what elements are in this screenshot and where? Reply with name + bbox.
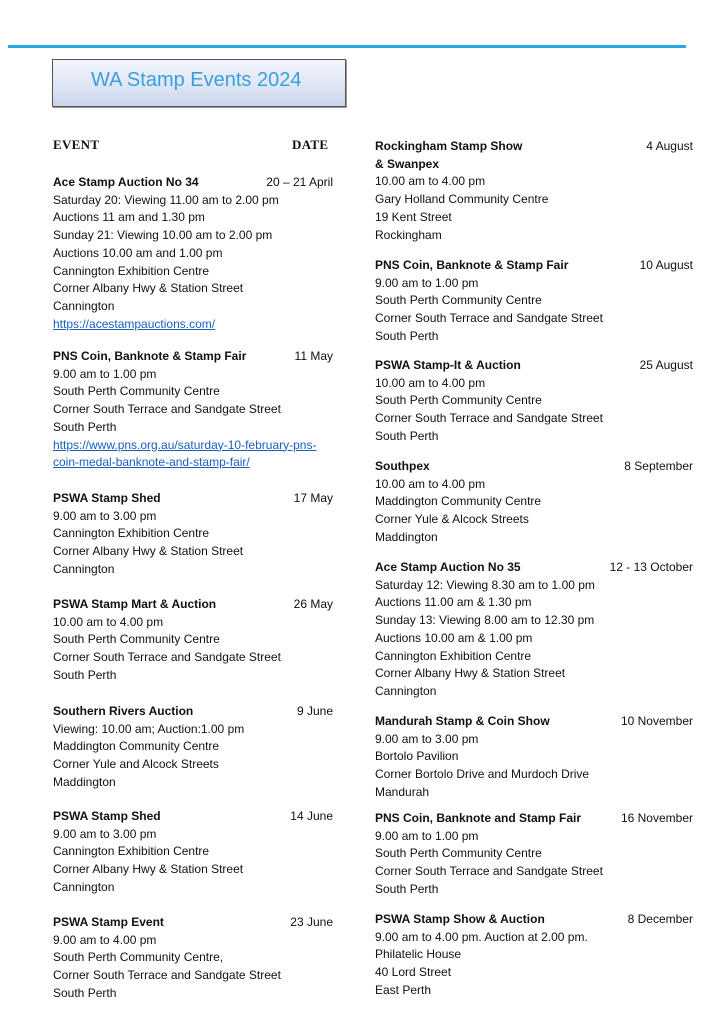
event-detail-line: South Perth Community Centre xyxy=(53,384,220,399)
event-date: 12 - 13 October xyxy=(609,560,693,574)
event-detail-line: 9.00 am to 4.00 pm. Auction at 2.00 pm. xyxy=(375,929,588,944)
event-detail-line: Bortolo Pavilion xyxy=(375,749,459,764)
event-detail-line: 9.00 am to 3.00 pm xyxy=(53,508,157,523)
event-entry xyxy=(53,173,333,331)
event-name: PSWA Stamp Show & Auction xyxy=(375,912,545,926)
event-detail-line: Viewing: 10.00 am; Auction:1.00 pm xyxy=(53,721,245,736)
event-name: Southern Rivers Auction xyxy=(53,704,194,718)
event-detail-line: Cannington xyxy=(53,879,115,894)
event-detail-line: Saturday 20: Viewing 11.00 am to 2.00 pm xyxy=(53,192,279,207)
event-detail-line: Corner South Terrace and Sandgate Street xyxy=(375,311,603,326)
event-detail-line: South Perth xyxy=(375,328,439,343)
event-detail-line: South Perth xyxy=(375,881,439,896)
event-detail-line: Corner Yule & Alcock Streets xyxy=(375,512,529,527)
event-detail-line: 10.00 am to 4.00 pm xyxy=(375,375,486,390)
event-column-header: EVENT xyxy=(53,137,100,152)
event-detail-line: Auctions 11.00 am & 1.30 pm xyxy=(375,595,532,610)
event-detail-line: Maddington xyxy=(53,774,116,789)
event-detail-line: Maddington Community Centre xyxy=(53,739,220,754)
event-entry xyxy=(375,457,693,544)
event-entry xyxy=(53,489,333,576)
event-detail-line: Philatelic House xyxy=(375,947,462,962)
event-detail-line: Auctions 10.00 am & 1.00 pm xyxy=(375,630,533,645)
event-detail-line: Sunday 21: Viewing 10.00 am to 2.00 pm xyxy=(53,228,273,243)
event-date: 10 August xyxy=(639,258,693,272)
event-detail-line: Cannington Exhibition Centre xyxy=(53,526,210,541)
event-name: PNS Coin, Banknote & Stamp Fair xyxy=(375,258,569,272)
event-detail-line: Corner South Terrace and Sandgate Street xyxy=(375,864,603,879)
event-detail-line: Cannington Exhibition Centre xyxy=(53,263,210,278)
event-date: 9 June xyxy=(296,704,333,718)
event-detail-line: Cannington xyxy=(53,561,115,576)
event-detail-line: 9.00 am to 3.00 pm xyxy=(375,731,479,746)
event-detail-line: Corner Bortolo Drive and Murdoch Drive xyxy=(375,767,590,782)
event-detail-line: Gary Holland Community Centre xyxy=(375,192,549,207)
event-detail-line: Auctions 10.00 am and 1.00 pm xyxy=(53,245,223,260)
event-name: PNS Coin, Banknote and Stamp Fair xyxy=(375,811,582,825)
event-detail-line: Corner South Terrace and Sandgate Street xyxy=(375,411,603,426)
page-title: WA Stamp Events 2024 xyxy=(91,69,302,91)
event-detail-line: Rockingham xyxy=(375,227,442,242)
event-detail-line: South Perth xyxy=(375,428,439,443)
event-date: 11 May xyxy=(294,349,333,363)
event-date: 4 August xyxy=(646,139,693,153)
event-detail-line: Cannington xyxy=(375,683,437,698)
event-detail-line: 9.00 am to 3.00 pm xyxy=(53,826,157,841)
event-detail-line: Cannington Exhibition Centre xyxy=(53,844,210,859)
event-detail-line: Sunday 13: Viewing 8.00 am to 12.30 pm xyxy=(375,613,595,628)
event-entry xyxy=(375,809,693,896)
event-detail-line: Mandurah xyxy=(375,784,430,799)
event-entry xyxy=(53,913,333,1000)
event-link[interactable]: https://acestampauctions.com/ xyxy=(53,316,216,331)
event-name: PSWA Stamp Mart & Auction xyxy=(53,597,217,611)
event-date: 8 December xyxy=(627,912,693,926)
event-entry xyxy=(375,356,693,443)
event-detail-line: Corner Albany Hwy & Station Street xyxy=(375,666,566,681)
event-detail-line: 10.00 am to 4.00 pm xyxy=(375,476,486,491)
event-entry xyxy=(53,347,333,470)
event-entry xyxy=(375,256,693,343)
event-date: 17 May xyxy=(293,491,333,505)
event-detail-line: South Perth Community Centre xyxy=(375,393,542,408)
event-detail-line: Corner South Terrace and Sandgate Street xyxy=(53,402,281,417)
event-entry xyxy=(375,137,693,242)
event-detail-line: Maddington Community Centre xyxy=(375,494,542,509)
event-date: 16 November xyxy=(620,811,693,825)
event-entry xyxy=(53,595,333,682)
event-detail-line: Corner Albany Hwy & Station Street xyxy=(53,544,244,559)
event-name: PSWA Stamp Event xyxy=(53,915,164,929)
event-detail-line: Cannington xyxy=(53,298,115,313)
event-entry xyxy=(375,558,693,698)
event-detail-line: Auctions 11 am and 1.30 pm xyxy=(53,210,205,225)
event-detail-line: Corner South Terrace and Sandgate Street xyxy=(53,968,281,983)
event-detail-line: Corner Albany Hwy & Station Street xyxy=(53,281,244,296)
event-entry xyxy=(53,807,333,894)
event-detail-line: Corner Yule and Alcock Streets xyxy=(53,757,219,772)
event-entry xyxy=(375,910,693,997)
event-name: Ace Stamp Auction No 34 xyxy=(53,175,199,189)
event-date: 23 June xyxy=(290,915,333,929)
event-name-continued: & Swanpex xyxy=(375,156,440,171)
event-detail-line: South Perth xyxy=(53,667,117,682)
event-detail-line: Cannington Exhibition Centre xyxy=(375,648,532,663)
event-detail-line: South Perth xyxy=(53,985,117,1000)
event-detail-line: South Perth xyxy=(53,419,117,434)
event-detail-line: Corner Albany Hwy & Station Street xyxy=(53,862,244,877)
event-detail-line: South Perth Community Centre xyxy=(375,846,542,861)
left-event-column xyxy=(53,0,333,1024)
event-date: 8 September xyxy=(624,459,693,473)
event-name: PSWA Stamp-It & Auction xyxy=(375,358,521,372)
event-detail-line: South Perth Community Centre xyxy=(375,293,542,308)
right-event-column xyxy=(375,0,693,1024)
event-name: PSWA Stamp Shed xyxy=(53,491,161,505)
event-name: PNS Coin, Banknote & Stamp Fair xyxy=(53,349,247,363)
event-detail-line: Corner South Terrace and Sandgate Street xyxy=(53,650,281,665)
event-detail-line: 9.00 am to 1.00 pm xyxy=(375,828,479,843)
event-detail-line: 9.00 am to 4.00 pm xyxy=(53,932,157,947)
event-detail-line: 9.00 am to 1.00 pm xyxy=(375,275,479,290)
date-column-header: DATE xyxy=(292,137,329,152)
event-detail-line: South Perth Community Centre, xyxy=(53,950,224,965)
event-name: Mandurah Stamp & Coin Show xyxy=(375,714,550,728)
event-detail-line: 10.00 am to 4.00 pm xyxy=(375,174,486,189)
event-date: 14 June xyxy=(290,809,333,823)
event-name: Ace Stamp Auction No 35 xyxy=(375,560,521,574)
event-detail-line: 10.00 am to 4.00 pm xyxy=(53,614,164,629)
event-date: 26 May xyxy=(293,597,333,611)
event-detail-line: Saturday 12: Viewing 8.30 am to 1.00 pm xyxy=(375,577,595,592)
event-detail-line: South Perth Community Centre xyxy=(53,632,220,647)
event-entry xyxy=(375,712,693,799)
event-detail-line: 9.00 am to 1.00 pm xyxy=(53,366,157,381)
event-entry xyxy=(53,702,333,789)
event-name: PSWA Stamp Shed xyxy=(53,809,161,823)
event-link[interactable]: coin-medal-banknote-and-stamp-fair/ xyxy=(53,455,250,470)
event-detail-line: Maddington xyxy=(375,529,438,544)
event-name: Rockingham Stamp Show xyxy=(375,139,523,153)
event-detail-line: East Perth xyxy=(375,982,432,997)
event-detail-line: 40 Lord Street xyxy=(375,965,452,980)
event-name: Southpex xyxy=(375,459,430,473)
event-date: 20 – 21 April xyxy=(266,175,333,189)
event-detail-line: 19 Kent Street xyxy=(375,209,452,224)
event-link[interactable]: https://www.pns.org.au/saturday-10-february-pns- xyxy=(53,437,317,452)
event-date: 10 November xyxy=(620,714,693,728)
event-date: 25 August xyxy=(639,358,693,372)
